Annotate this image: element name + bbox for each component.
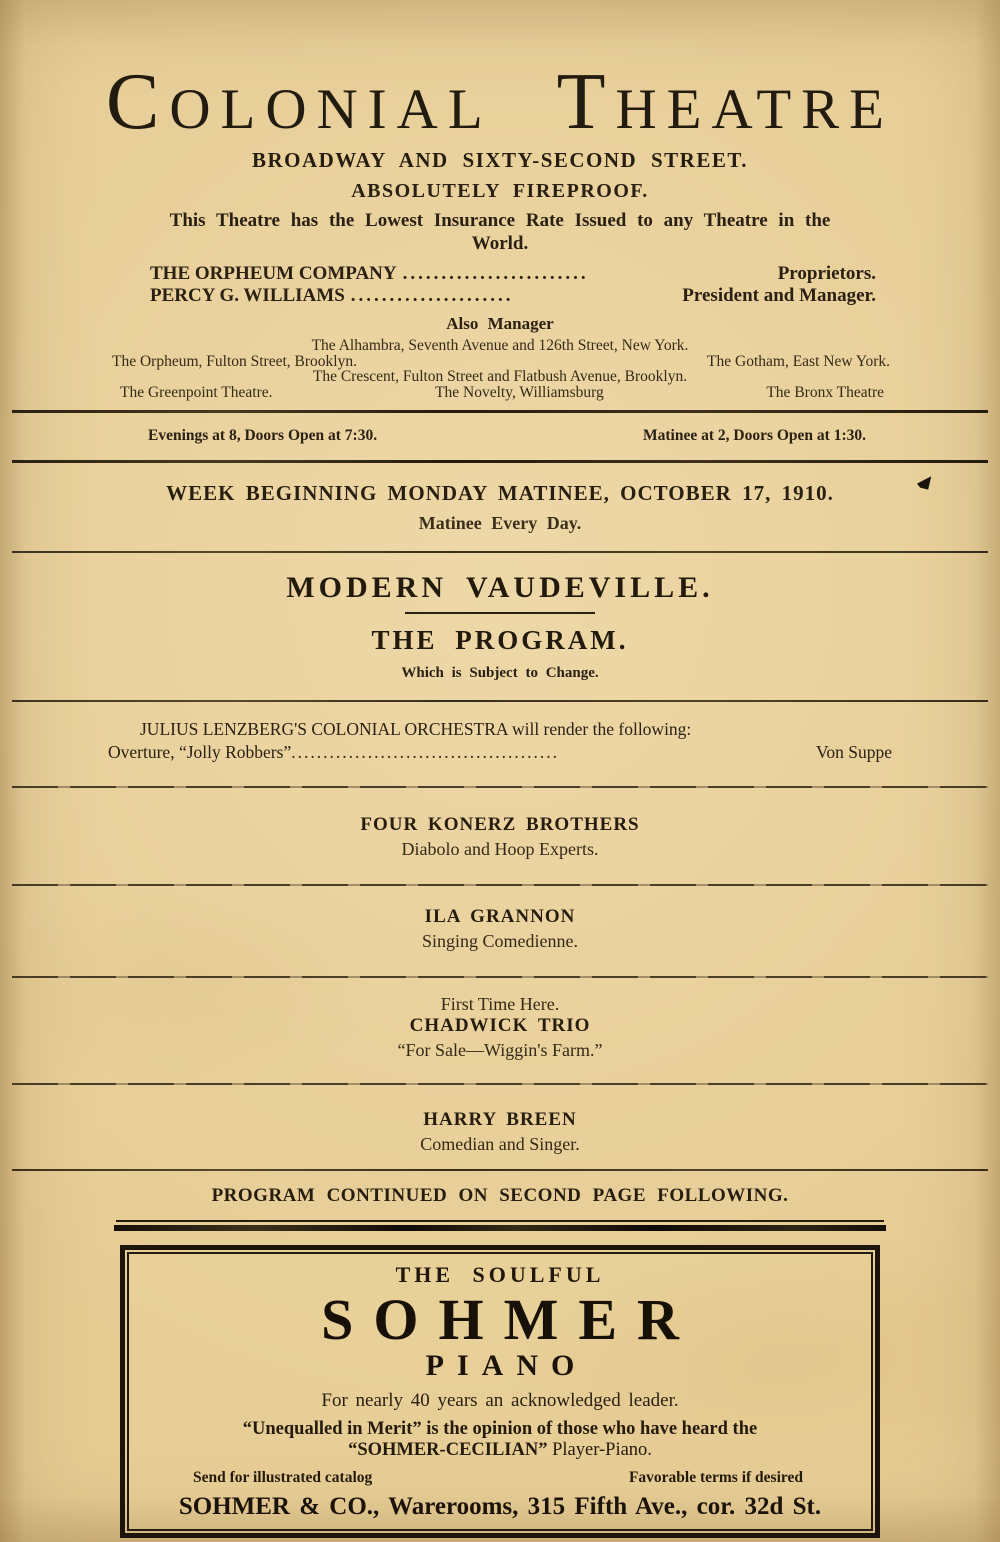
insurance-line-2: World. — [471, 233, 529, 254]
matinee-every-day-line: Matinee Every Day. — [418, 513, 582, 533]
theatre-item: The Crescent, Fulton Street and Flatbush Avenue, Brooklyn. — [312, 368, 688, 385]
showtimes-row — [106, 427, 894, 445]
ad-opinion-line-1: “Unequalled in Merit” is the opinion of those who have heard the — [242, 1419, 758, 1439]
theatre-row — [106, 354, 894, 370]
act-desc: “For Sale—Wiggin's Farm.” — [397, 1040, 603, 1060]
heading-underline — [405, 612, 595, 614]
act-entry — [0, 906, 1000, 952]
divider-rule — [12, 460, 988, 463]
officer-role: President and Manager. — [682, 285, 876, 306]
theatre-list — [106, 338, 894, 400]
ad-product-name: PIANO — [425, 1349, 588, 1382]
matinee-time: Matinee at 2, Doors Open at 1:30. — [643, 427, 866, 444]
officer-name: THE ORPHEUM COMPANY — [150, 263, 397, 284]
title-word-theatre — [556, 58, 894, 146]
act-desc: Diabolo and Hoop Experts. — [401, 839, 599, 859]
officers-list — [106, 263, 894, 307]
divider-rule — [12, 700, 988, 702]
theatre-item: The Bronx Theatre — [766, 383, 884, 401]
address-line: BROADWAY AND SIXTY-SECOND STREET. — [251, 148, 749, 172]
double-rule-thick — [114, 1225, 886, 1231]
theatre-item: The Alhambra, Seventh Avenue and 126th Street, New York. — [311, 337, 689, 354]
title-rest: HEATRE — [615, 78, 894, 141]
act-entry — [0, 994, 1000, 1061]
theatre-row — [106, 385, 894, 401]
sohmer-ad — [120, 1245, 880, 1538]
act-name: ILA GRANNON — [424, 906, 576, 927]
act-desc: Comedian and Singer. — [420, 1134, 580, 1154]
divider-rule — [12, 786, 988, 788]
ad-player-piano-rest: Player-Piano. — [547, 1440, 652, 1460]
title-initial: C — [106, 58, 170, 146]
title-rest: OLONIAL — [169, 78, 493, 141]
ad-address-line: SOHMER & CO., Warerooms, 315 Fifth Ave., cor. 32d St. — [178, 1493, 822, 1520]
officer-role: Proprietors. — [777, 263, 876, 284]
theatre-item: The Orpheum, Fulton Street, Brooklyn. — [112, 352, 357, 370]
double-rule-thin — [116, 1220, 884, 1222]
ad-brand-name: SOHMER — [321, 1287, 699, 1352]
act-name: HARRY BREEN — [423, 1109, 577, 1130]
program-subheading: THE PROGRAM. — [371, 625, 629, 655]
theatre-item: The Novelty, Williamsburg — [435, 383, 604, 401]
week-banner-line: WEEK BEGINNING MONDAY MATINEE, OCTOBER 17, 1910. — [166, 481, 834, 505]
act-entry — [0, 1109, 1000, 1155]
double-rule — [106, 1220, 894, 1231]
divider-rule — [12, 410, 988, 413]
insurance-note — [106, 209, 894, 255]
divider-rule — [12, 1083, 988, 1085]
continued-notice: PROGRAM CONTINUED ON SECOND PAGE FOLLOWING. — [211, 1185, 789, 1206]
divider-rule — [12, 976, 988, 978]
act-name: CHADWICK TRIO — [409, 1015, 591, 1036]
overture-title: Overture, “Jolly Robbers” — [108, 742, 292, 762]
program-note: Which is Subject to Change. — [401, 665, 599, 681]
divider-rule — [12, 1169, 988, 1171]
theatre-title — [0, 0, 1000, 146]
program-heading: MODERN VAUDEVILLE. — [286, 571, 714, 604]
leader-dots: .......................................... — [291, 742, 559, 762]
title-initial: T — [556, 58, 616, 146]
ad-lead-line: For nearly 40 years an acknowledged leader. — [321, 1390, 679, 1411]
orchestra-section — [106, 718, 894, 764]
divider-rule — [12, 551, 988, 553]
theatre-item: The Greenpoint Theatre. — [120, 383, 273, 401]
act-pre: First Time Here. — [440, 994, 560, 1014]
ad-tagline: THE SOULFUL — [395, 1262, 605, 1287]
fireproof-line: ABSOLUTELY FIREPROOF. — [351, 180, 649, 202]
orchestra-intro: JULIUS LENZBERG'S COLONIAL ORCHESTRA will render the following: — [140, 719, 692, 739]
overture-row — [106, 741, 894, 764]
ad-opinion-line-2 — [135, 1440, 865, 1461]
divider-rule — [12, 884, 988, 886]
ad-player-piano-name: “SOHMER-CECILIAN” — [348, 1440, 548, 1460]
leader-dots: ........................ — [402, 263, 589, 284]
also-manager-label: Also Manager — [446, 314, 554, 333]
theatre-item: The Gotham, East New York. — [707, 352, 890, 370]
insurance-line-1: This Theatre has the Lowest Insurance Rate Issued to any Theatre in the — [169, 210, 831, 231]
act-name: FOUR KONERZ BROTHERS — [360, 814, 640, 835]
evenings-time: Evenings at 8, Doors Open at 7:30. — [148, 427, 378, 444]
act-entry — [0, 814, 1000, 860]
officer-name: PERCY G. WILLIAMS — [150, 285, 345, 306]
leader-dots: ..................... — [350, 285, 514, 306]
officer-row — [150, 263, 876, 285]
overture-composer: Von Suppe — [815, 742, 892, 762]
title-word-colonial — [106, 58, 493, 146]
ad-notes-row — [135, 1469, 865, 1487]
ad-terms-note: Favorable terms if desired — [628, 1469, 803, 1486]
ad-catalog-note: Send for illustrated catalog — [193, 1469, 373, 1486]
act-desc: Singing Comedienne. — [422, 931, 578, 951]
officer-row — [150, 285, 876, 307]
